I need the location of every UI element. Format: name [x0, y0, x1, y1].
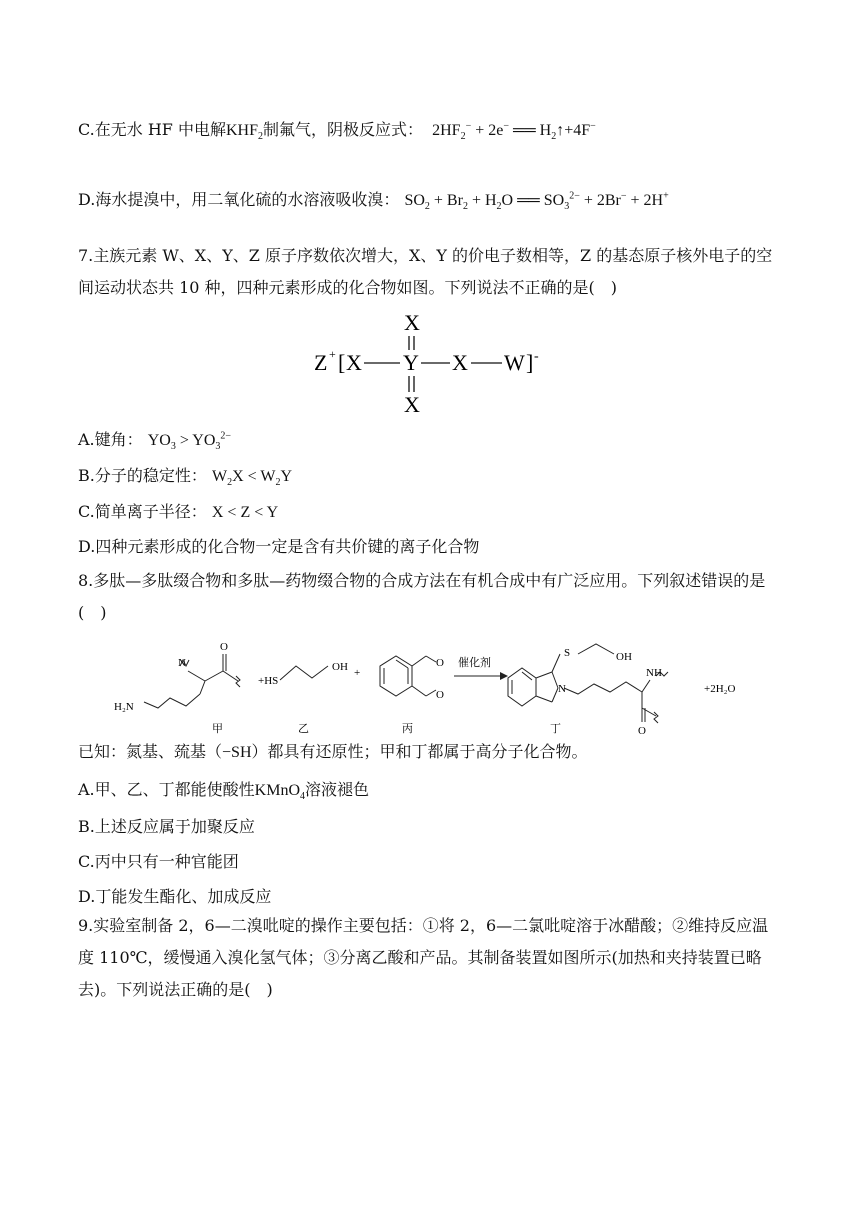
atom-o-jia: O [220, 641, 228, 653]
atom-x-bottom: X [404, 392, 420, 417]
svg-text:[: [ [338, 350, 346, 375]
compound-jia [144, 654, 240, 708]
formula-kmno4: KMnO$_4$ [254, 782, 305, 803]
compound-ding [508, 644, 668, 723]
compound-bing [380, 656, 436, 696]
q6-option-d [78, 190, 669, 211]
q7-option-c-text: C.简单离子半径： [78, 502, 207, 521]
group-h2n: H₂N [114, 701, 134, 713]
atom-x-left: X [346, 350, 362, 375]
equation-bromine: $SO_2 + Br_2 + H_2O$ ══ $SO_3^{2-} + 2Br^- + 2H^+$ [404, 190, 669, 213]
q7-option-a-formula: $YO_3 > YO_3^{2-}$ [147, 430, 232, 453]
atom-o-bing-1: O [436, 657, 444, 669]
q8-known [78, 742, 588, 763]
q6-option-c-text2: 制氟气，阴极反应式： [263, 120, 424, 139]
q7-stem: 7.主族元素 W、X、Y、Z 原子序数依次增大，X、Y 的价电子数相等，Z 的基态原子核外电子的空间运动状态共 10 种，四种元素形成的化合物如图。下列说法不正确的是( ) [78, 246, 773, 297]
q8-known-sh: −SH [222, 744, 252, 761]
label-yi: 乙 [298, 723, 309, 735]
q8-option-a [78, 780, 369, 801]
q8-option-b: B.上述反应属于加聚反应 [78, 817, 255, 836]
q8-known-suffix: ）都具有还原性；甲和丁都属于高分子化合物。 [251, 742, 588, 761]
q8-option-a-suffix: 溶液褪色 [305, 780, 370, 799]
atom-x-right: X [452, 350, 468, 375]
q8-option-c: C.丙中只有一种官能团 [78, 852, 239, 871]
catalyst-label: 催化剂 [458, 657, 491, 669]
q7-option-b-text: B.分子的稳定性： [78, 466, 207, 485]
q8-stem: 8.多肽—多肽缀合物和多肽—药物缀合物的合成方法在有机合成中有广泛应用。下列叙述错误的是( ) [78, 571, 766, 622]
atom-y: Y [403, 350, 419, 375]
group-oh-yi: OH [332, 661, 348, 673]
group-nh-ding: NH [646, 667, 662, 679]
q7-option-a [78, 430, 231, 451]
atom-o-bing-2: O [436, 689, 444, 701]
q8-reaction-figure [108, 636, 758, 736]
q6-option-c-text: C.在无水 HF 中电解 [78, 120, 226, 139]
svg-text:+: + [329, 347, 336, 361]
svg-text:-: - [534, 349, 539, 364]
q8-option-d: D.丁能发生酯化、加成反应 [78, 887, 272, 906]
atom-n-jia: N [178, 657, 186, 669]
q7-option-d: D.四种元素形成的化合物一定是含有共价键的离子化合物 [78, 537, 480, 556]
q6-option-c [78, 120, 596, 141]
q6-option-d-text: D.海水提溴中，用二氧化硫的水溶液吸收溴： [78, 190, 400, 209]
q8-known-prefix: 已知：氮基、巯基（ [78, 742, 223, 761]
q9-stem: 9.实验室制备 2，6—二溴吡啶的操作主要包括：①将 2，6—二氯吡啶溶于冰醋酸；②维持反应温度 110℃，缓慢通入溴化氢气体；③分离乙酸和产品。其制备装置如图所示(加热和夹持装置已略去)。下列说法正确的是( ) [78, 916, 769, 999]
q7-option-b [78, 466, 292, 487]
atom-o-ding: O [638, 725, 646, 736]
q7-option-c-formula: X < Z < Y [211, 504, 279, 521]
atom-w: W [504, 350, 525, 375]
water-product: +2H₂O [704, 683, 736, 695]
label-jia: 甲 [212, 723, 223, 735]
q8-option-a-text: A.甲、乙、丁都能使酸性 [78, 780, 255, 799]
label-bing: 丙 [402, 723, 413, 735]
atom-z: Z [314, 350, 328, 375]
q7-option-a-text: A.键角： [78, 430, 143, 449]
q7-option-b-formula: $W_2X < W_2Y$ [211, 468, 293, 489]
label-ding: 丁 [550, 723, 561, 735]
plus-sign: + [354, 667, 361, 679]
atom-n-ding: N [558, 683, 566, 695]
equation-cathode: $2HF_2^- + 2e^-$ ══ $H_2↑+4F^-$ [428, 120, 596, 143]
group-hs: +HS [258, 675, 279, 687]
atom-x-top: X [404, 310, 420, 335]
group-oh-ding: OH [616, 651, 632, 663]
q7-option-c [78, 502, 278, 523]
formula-khf2: $KHF_2$ [226, 122, 264, 143]
q7-structure-figure [300, 308, 560, 418]
svg-text:]: ] [526, 350, 534, 375]
atom-s-ding: S [564, 647, 571, 659]
